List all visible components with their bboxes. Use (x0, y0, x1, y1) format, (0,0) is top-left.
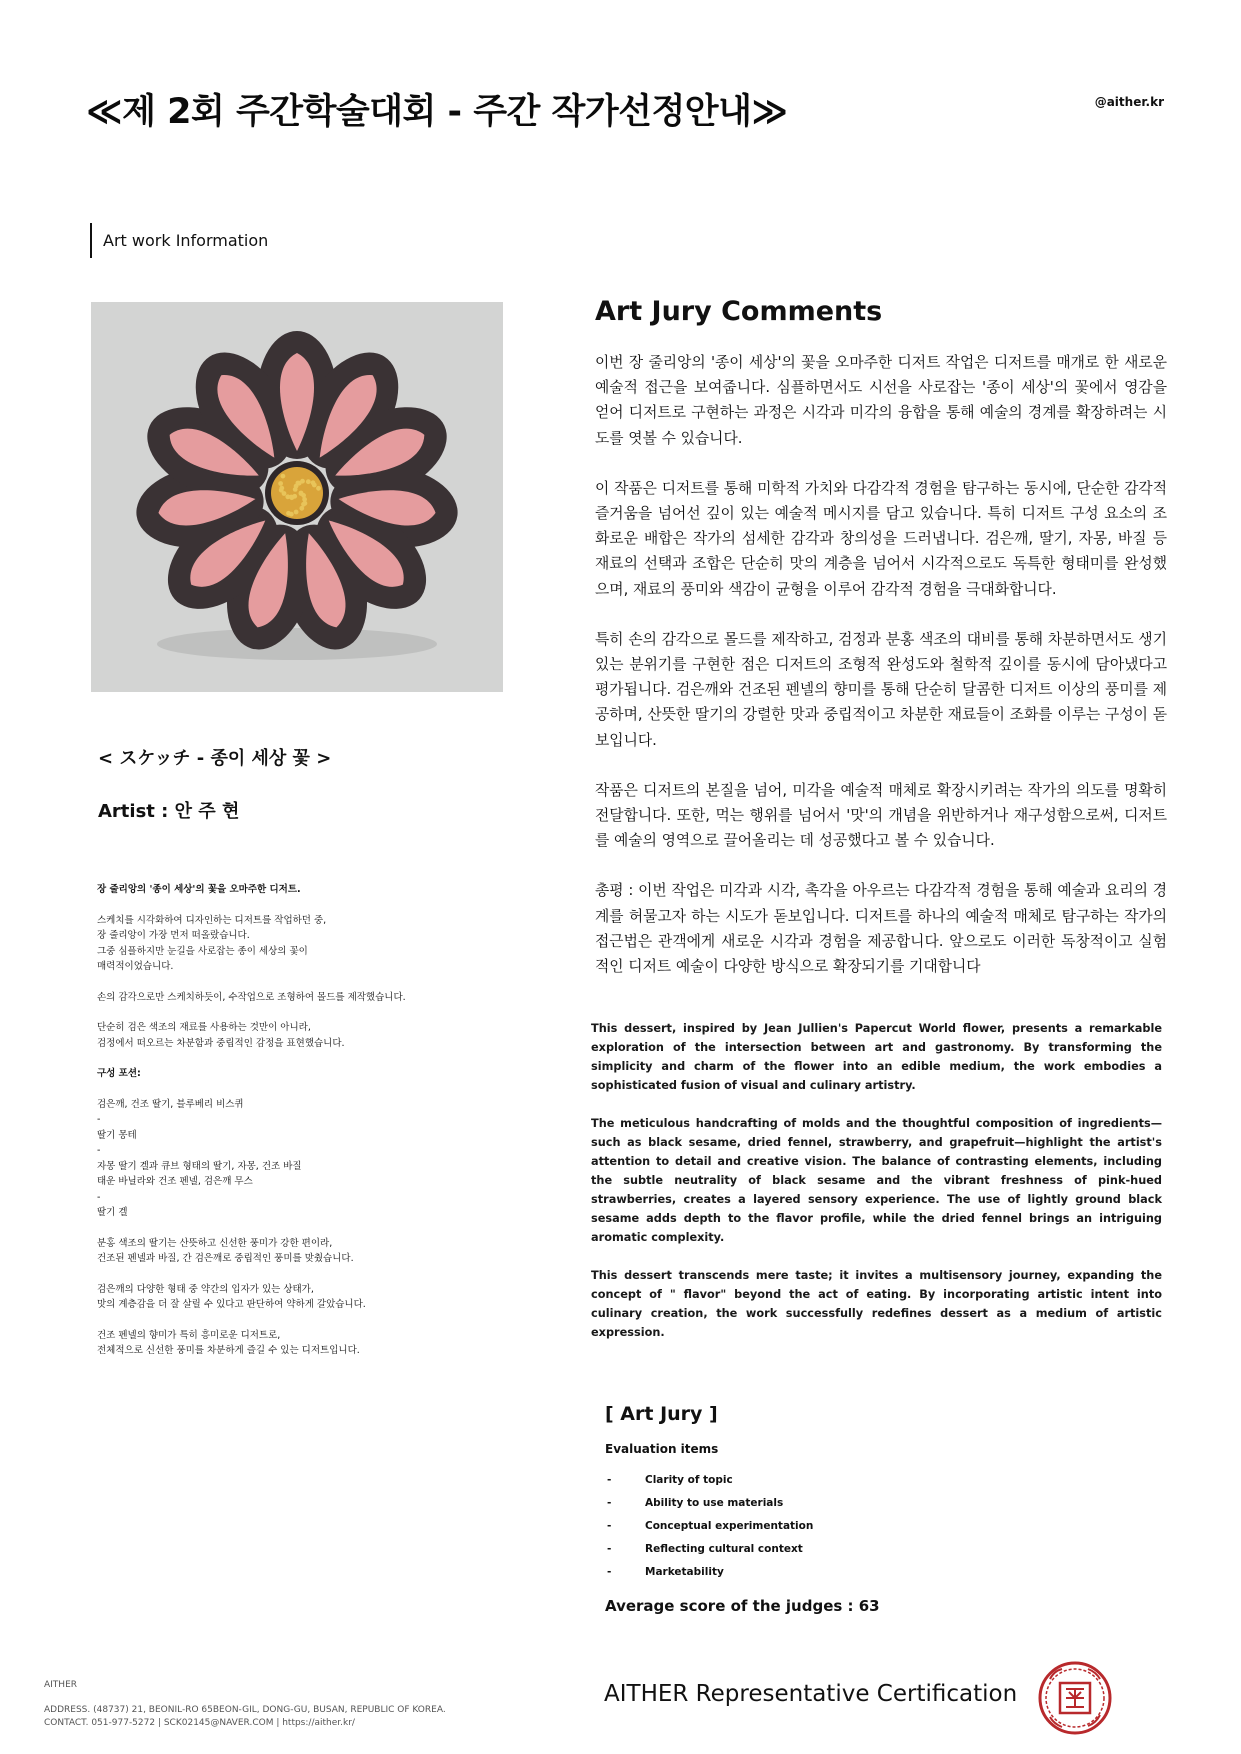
evaluation-item-label: Conceptual experimentation (645, 1519, 814, 1532)
footer-brand: AITHER (44, 1680, 78, 1690)
bullet-dash: - (607, 1473, 612, 1486)
evaluation-item-label: Ability to use materials (645, 1496, 784, 1509)
note-paragraph: 검은깨의 다양한 형태 중 약간의 입자가 있는 상태가, 맛의 계층감을 더 잘 살릴 수 있다고 판단하여 약하게 갈았습니다. (97, 1283, 366, 1310)
bullet-dash: - (607, 1565, 612, 1578)
evaluation-item-label: Marketability (645, 1565, 724, 1578)
flower-dessert-image (91, 302, 503, 692)
note-paragraph: 분홍 색조의 딸기는 산뜻하고 신선한 풍미가 강한 편이라, 건조된 펜넬과 바질, 간 검은깨로 중립적인 풍미를 맞췄습니다. (97, 1237, 354, 1264)
evaluation-item (605, 1491, 1025, 1514)
section-label (90, 223, 268, 258)
note-paragraph: 손의 감각으로만 스케치하듯이, 수작업으로 조형하여 몰드를 제작했습니다. (97, 991, 406, 1003)
english-comment-paragraph: The meticulous handcrafting of molds and the thoughtful composition of ingredients—such as black sesame, dried fennel, strawberry, and grapefruit—highlight the artist's attention to detail and creative vision. The balance of contrasting elements, including the subtle neutrality of black sesame and the vibrant freshness of pink-hued strawberries, creates a layered sensory experience. The use of lightly ground black sesame adds depth to the flavor profile, while the dried fennel brings an intriguing aromatic complexity. (591, 1117, 1162, 1244)
jury-comments-heading: Art Jury Comments (595, 296, 883, 327)
english-comment-paragraph: This dessert transcends mere taste; it invites a multisensory journey, expanding the concept of " flavor" beyond the act of eating. By incorporating artistic intent into culinary creation, the work successfully redefines dessert as a medium of artistic expression. (591, 1269, 1162, 1339)
footer (44, 1679, 524, 1730)
note-paragraph: 구성 포션: (97, 1068, 141, 1079)
artist-name: Artist : 안 주 현 (98, 801, 240, 822)
evaluation-item-label: Reflecting cultural context (645, 1542, 803, 1555)
work-title: < スケッチ - 종이 세상 꽃 > (98, 748, 332, 769)
evaluation-item (605, 1514, 1025, 1537)
evaluation-list (605, 1468, 1025, 1583)
evaluation-item (605, 1468, 1025, 1491)
korean-comments (595, 350, 1167, 1004)
bullet-dash: - (607, 1496, 612, 1509)
bullet-dash: - (607, 1519, 612, 1532)
note-paragraph: 단순히 검은 색조의 재료를 사용하는 것만이 아니라, 검정에서 떠오르는 차분함과 중립적인 감정을 표현했습니다. (97, 1022, 345, 1049)
evaluation-item (605, 1560, 1025, 1583)
note-paragraph: 스케치를 시각화하여 디자인하는 디저트를 작업하던 중, 장 줄리앙이 가장 먼저 떠올랐습니다. 그중 심플하지만 눈길을 사로잡는 종이 세상의 꽃이 매력적이었습니다. (97, 914, 327, 972)
korean-comment-paragraph: 총평 : 이번 작업은 미각과 시각, 촉각을 아우르는 다감각적 경험을 통해 예술과 요리의 경계를 허물고자 하는 시도가 돋보입니다. 디저트를 하나의 예술적 매체로 탐구하는 작가의 접근법은 관객에게 새로운 시각과 경험을 제공합니다. 앞으로도 이러한 독창적이고 실험적인 디저트 예술이 다양한 방식으로 확장되기를 기대합니다 (595, 882, 1167, 976)
social-handle: @aither.kr (1094, 95, 1164, 109)
average-score: Average score of the judges : 63 (605, 1597, 880, 1615)
korean-comment-paragraph: 이번 장 줄리앙의 '종이 세상'의 꽃을 오마주한 디저트 작업은 디저트를 매개로 한 새로운 예술적 접근을 보여줍니다. 심플하면서도 시선을 사로잡는 '종이 세상'의 꽃에서 영감을 얻어 디저트로 구현하는 과정은 시각과 미각의 융합을 통해 예술의 경계를 확장하려는 시도를 엿볼 수 있습니다. (595, 354, 1167, 447)
art-jury-panel (605, 1403, 1025, 1615)
section-label-text: Art work Information (103, 231, 269, 250)
footer-address: ADDRESS. (48737) 21, BEONIL-RO 65BEON-GIL, DONG-GU, BUSAN, REPUBLIC OF KOREA. (44, 1705, 446, 1715)
korean-comment-paragraph: 이 작품은 디저트를 통해 미학적 가치와 다감각적 경험을 탐구하는 동시에, 단순한 감각적 즐거움을 넘어선 깊이 있는 예술적 메시지를 담고 있습니다. 특히 디저트 구성 요소의 조화로운 배합은 작가의 섬세한 감각과 창의성을 드러냅니다. 검은깨, 딸기, 자몽, 바질 등 재료의 선택과 조합은 단순히 맛의 계층을 넘어서 시각적으로도 독특한 형태미를 완성했으며, 재료의 풍미와 색감이 균형을 이루어 감각적 경험을 극대화합니다. (595, 479, 1167, 598)
korean-comment-paragraph: 특히 손의 감각으로 몰드를 제작하고, 검정과 분홍 색조의 대비를 통해 차분하면서도 생기 있는 분위기를 구현한 점은 디저트의 조형적 완성도와 철학적 깊이를 동시에 담아냈다고 평가됩니다. 검은깨와 건조된 펜넬의 향미를 통해 단순히 달콤한 디저트 이상의 풍미를 제공하며, 산뜻한 딸기의 강렬한 맛과 중립적이고 차분한 재료들이 조화를 이루는 구성이 돋보입니다. (595, 630, 1167, 749)
note-paragraph: 건조 펜넬의 향미가 특히 흥미로운 디저트로, 전체적으로 신선한 풍미를 차분하게 즐길 수 있는 디저트입니다. (97, 1329, 360, 1356)
english-comments (591, 1019, 1162, 1361)
evaluation-item-label: Clarity of topic (645, 1473, 733, 1486)
art-jury-title: [ Art Jury ] (605, 1403, 718, 1425)
note-paragraph: 검은깨, 건조 딸기, 블루베리 비스퀴 - 딸기 몽테 - 자몽 딸기 겔과 큐브 형태의 딸기, 자몽, 건조 바질 태운 바닐라와 건조 펜넬, 검은깨 무스 - 딸기 겔 (97, 1098, 302, 1218)
korean-comment-paragraph: 작품은 디저트의 본질을 넘어, 미각을 예술적 매체로 확장시키려는 작가의 의도를 명확히 전달합니다. 또한, 먹는 행위를 넘어서 '맛'의 개념을 위반하거나 재구성함으로써, 디저트를 예술의 영역으로 끌어올리는 데 성공했다고 볼 수 있습니다. (595, 781, 1167, 850)
evaluation-items-title: Evaluation items (605, 1442, 719, 1456)
note-paragraph: 장 줄리앙의 '종이 세상'의 꽃을 오마주한 디저트. (97, 884, 301, 895)
page-title: ≪제 2회 주간학술대회 - 주간 작가선정안내≫ (86, 92, 788, 132)
artwork-photo (91, 302, 503, 692)
english-comment-paragraph: This dessert, inspired by Jean Jullien's Papercut World flower, presents a remarkable exploration of the intersection between art and gastronomy. By transforming the simplicity and charm of the flower into an edible medium, the work embodies a sophisticated fusion of visual and culinary artistry. (591, 1022, 1162, 1092)
footer-contact: CONTACT. 051-977-5272 | SCK02145@NAVER.COM | https://aither.kr/ (44, 1718, 355, 1728)
red-seal-stamp-icon (1036, 1659, 1114, 1737)
certification-label: AITHER Representative Certification (604, 1681, 1018, 1707)
bullet-dash: - (607, 1542, 612, 1555)
evaluation-item (605, 1537, 1025, 1560)
artist-notes (97, 882, 437, 1374)
